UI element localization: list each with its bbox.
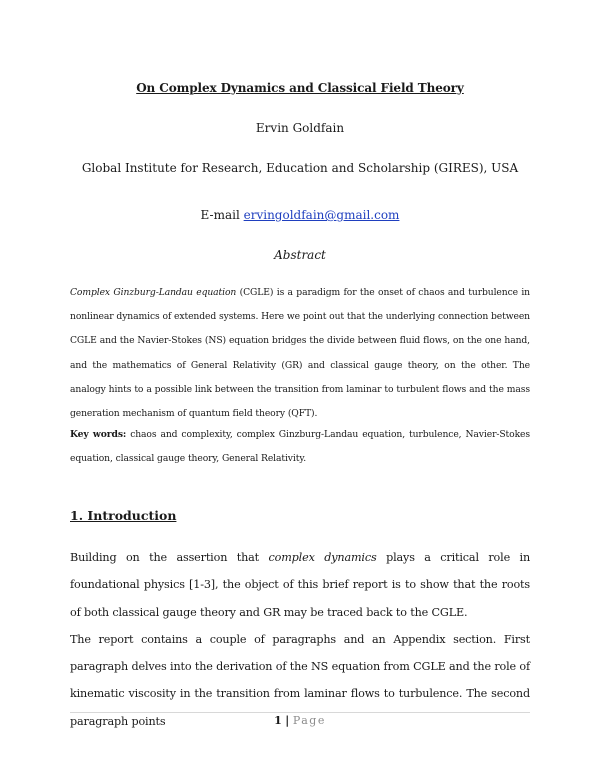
page-number: 1 [274, 714, 282, 727]
abstract-term: Complex Ginzburg-Landau equation [70, 287, 237, 298]
abstract-heading: Abstract [274, 248, 326, 262]
author-name: Ervin Goldfain [255, 121, 345, 135]
abstract-text: (CGLE) is a paradigm for the onset of chaos and turbulence in nonlinear dynamics of extended systems. Here we point out that the underlying connection between CGLE and the Navier-Stokes (NS) equation bridges the divide between fluid flows, on the one hand, and the mathematics of General Relativity (GR) and classical gauge theory, on the other. The analogy hints to a possible link between the transition from laminar to turbulent flows and the mass generation mechanism of quantum field theory (QFT). [70, 287, 530, 420]
footer-separator: | [285, 714, 290, 727]
introduction-paragraph-1 [70, 544, 530, 626]
introduction-paragraph-2: The report contains a couple of paragraphs and an Appendix section. First paragraph delves into the derivation of the NS equation from CGLE and the role of kinematic viscosity in the transition from laminar flows to turbulence. The second paragraph points [70, 632, 530, 728]
p1-before: Building on the assertion that [70, 551, 259, 564]
p1-emphasis: complex dynamics [268, 551, 377, 564]
author-affiliation: Global Institute for Research, Education and Scholarship (GIRES), USA [81, 161, 519, 175]
keywords-text: chaos and complexity, complex Ginzburg-Landau equation, turbulence, Navier-Stokes equation, classical gauge theory, General Relativity. [70, 429, 531, 465]
keywords [70, 423, 530, 471]
page-label: Page [292, 714, 326, 727]
introduction-body [70, 544, 530, 735]
email-label: E-mail [200, 208, 240, 222]
footer-divider [70, 712, 530, 713]
page-footer [0, 714, 600, 727]
p1-after: plays a critical role in foundational physics [1-3], the object of this brief report is to show that the roots of both classical gauge theory and GR may be traced back to the CGLE. [70, 551, 531, 619]
email-link[interactable]: ervingoldfain@gmail.com [243, 208, 400, 222]
keywords-label: Key words: [70, 429, 127, 440]
section-heading-introduction: 1. Introduction [70, 508, 177, 523]
author-email [0, 208, 600, 222]
abstract-body [70, 281, 530, 426]
paper-title: On Complex Dynamics and Classical Field Theory [136, 81, 464, 95]
